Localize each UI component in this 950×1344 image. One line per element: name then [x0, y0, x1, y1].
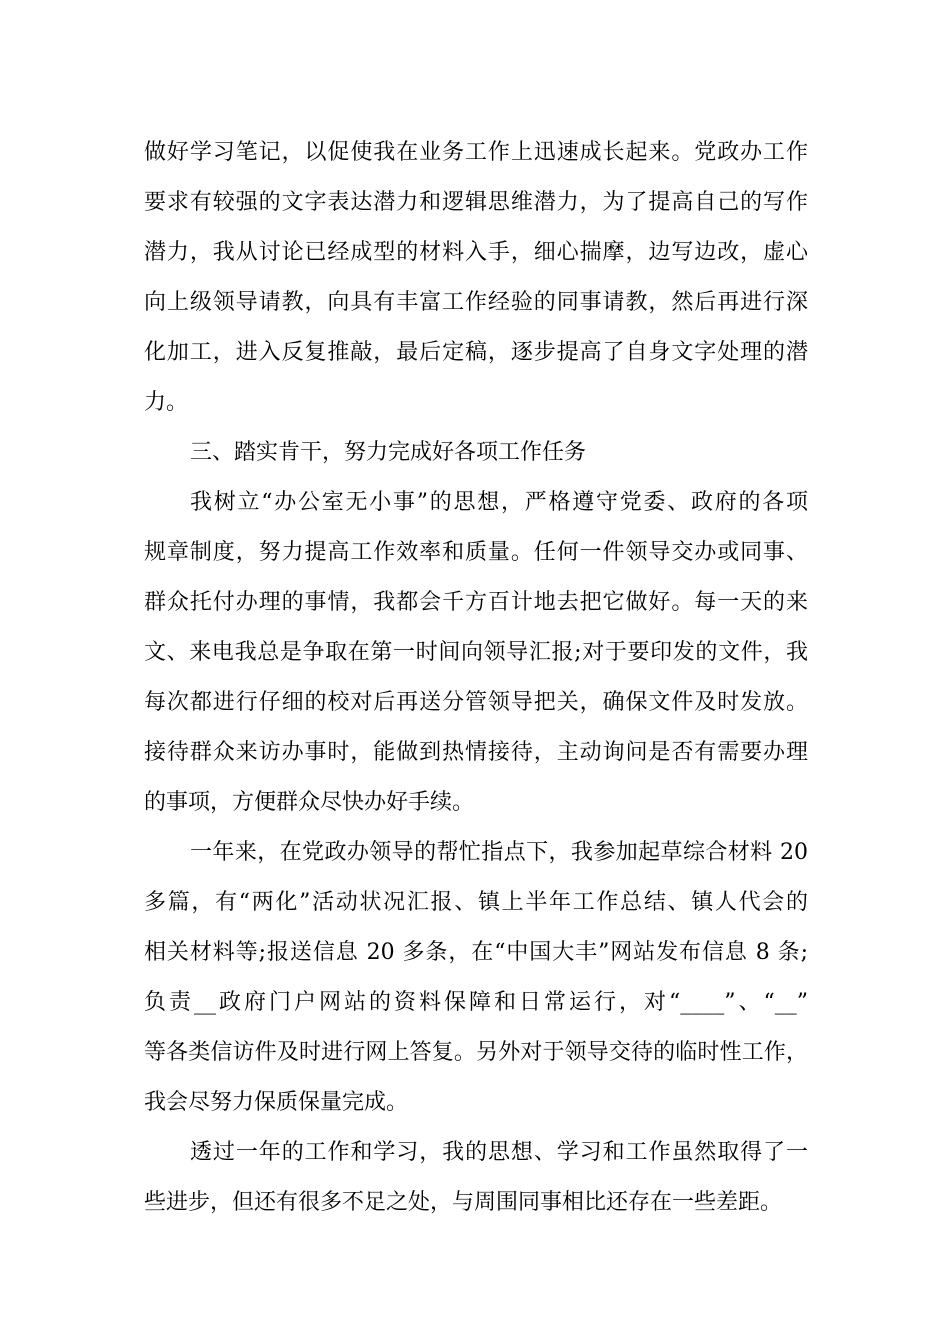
text-line: 透过一年的工作和学习，我的思想、学习和工作虽然取得了一	[190, 1140, 808, 1165]
text-line: 群众托付办理的事情，我都会千方百计地去把它做好。每一天的来	[144, 590, 808, 615]
text-line: 向上级领导请教，向具有丰富工作经验的同事请教，然后再进行深	[144, 290, 808, 315]
text-line: 的事项，方便群众尽快办好手续。	[144, 790, 475, 815]
paragraph-year-summary	[144, 828, 808, 1128]
text-line: 力。	[144, 390, 189, 415]
paragraph-study-notes	[144, 128, 808, 428]
paragraph-shortcomings	[144, 1128, 808, 1228]
text-line: 文、来电我总是争取在第一时间向领导汇报;对于要印发的文件，我	[144, 640, 808, 665]
text-line: 化加工，进入反复推敲，最后定稿，逐步提高了自身文字处理的潜	[144, 340, 808, 365]
text-line: 规章制度，努力提高工作效率和质量。任何一件领导交办或同事、	[144, 540, 808, 565]
text-line: 相关材料等;报送信息 20 多条，在“中国大丰”网站发布信息 8 条;	[144, 940, 808, 965]
text-line: 等各类信访件及时进行网上答复。另外对于领导交待的临时性工作，	[144, 1040, 808, 1065]
text-line: 接待群众来访办事时，能做到热情接待，主动询问是否有需要办理	[144, 740, 808, 765]
text-line: 负责__政府门户网站的资料保障和日常运行，对“____”、“__”	[144, 990, 808, 1015]
text-line: 我树立“办公室无小事”的思想，严格遵守党委、政府的各项	[190, 490, 808, 515]
text-line: 多篇，有“两化”活动状况汇报、镇上半年工作总结、镇人代会的	[144, 890, 808, 915]
section-heading-text: 三、踏实肯干，努力完成好各项工作任务	[190, 440, 587, 465]
text-line: 每次都进行仔细的校对后再送分管领导把关，确保文件及时发放。	[144, 690, 808, 715]
text-line: 要求有较强的文字表达潜力和逻辑思维潜力，为了提高自己的写作	[144, 190, 808, 215]
section-heading-3	[144, 428, 808, 478]
document-body	[144, 128, 808, 1228]
paragraph-office-work	[144, 478, 808, 828]
text-line: 做好学习笔记，以促使我在业务工作上迅速成长起来。党政办工作	[144, 140, 808, 165]
text-line: 一年来，在党政办领导的帮忙指点下，我参加起草综合材料 20	[190, 840, 808, 865]
text-line: 潜力，我从讨论已经成型的材料入手，细心揣摩，边写边改，虚心	[144, 240, 808, 265]
text-line: 些进步，但还有很多不足之处，与周围同事相比还存在一些差距。	[144, 1190, 783, 1215]
text-line: 我会尽努力保质保量完成。	[144, 1090, 409, 1115]
